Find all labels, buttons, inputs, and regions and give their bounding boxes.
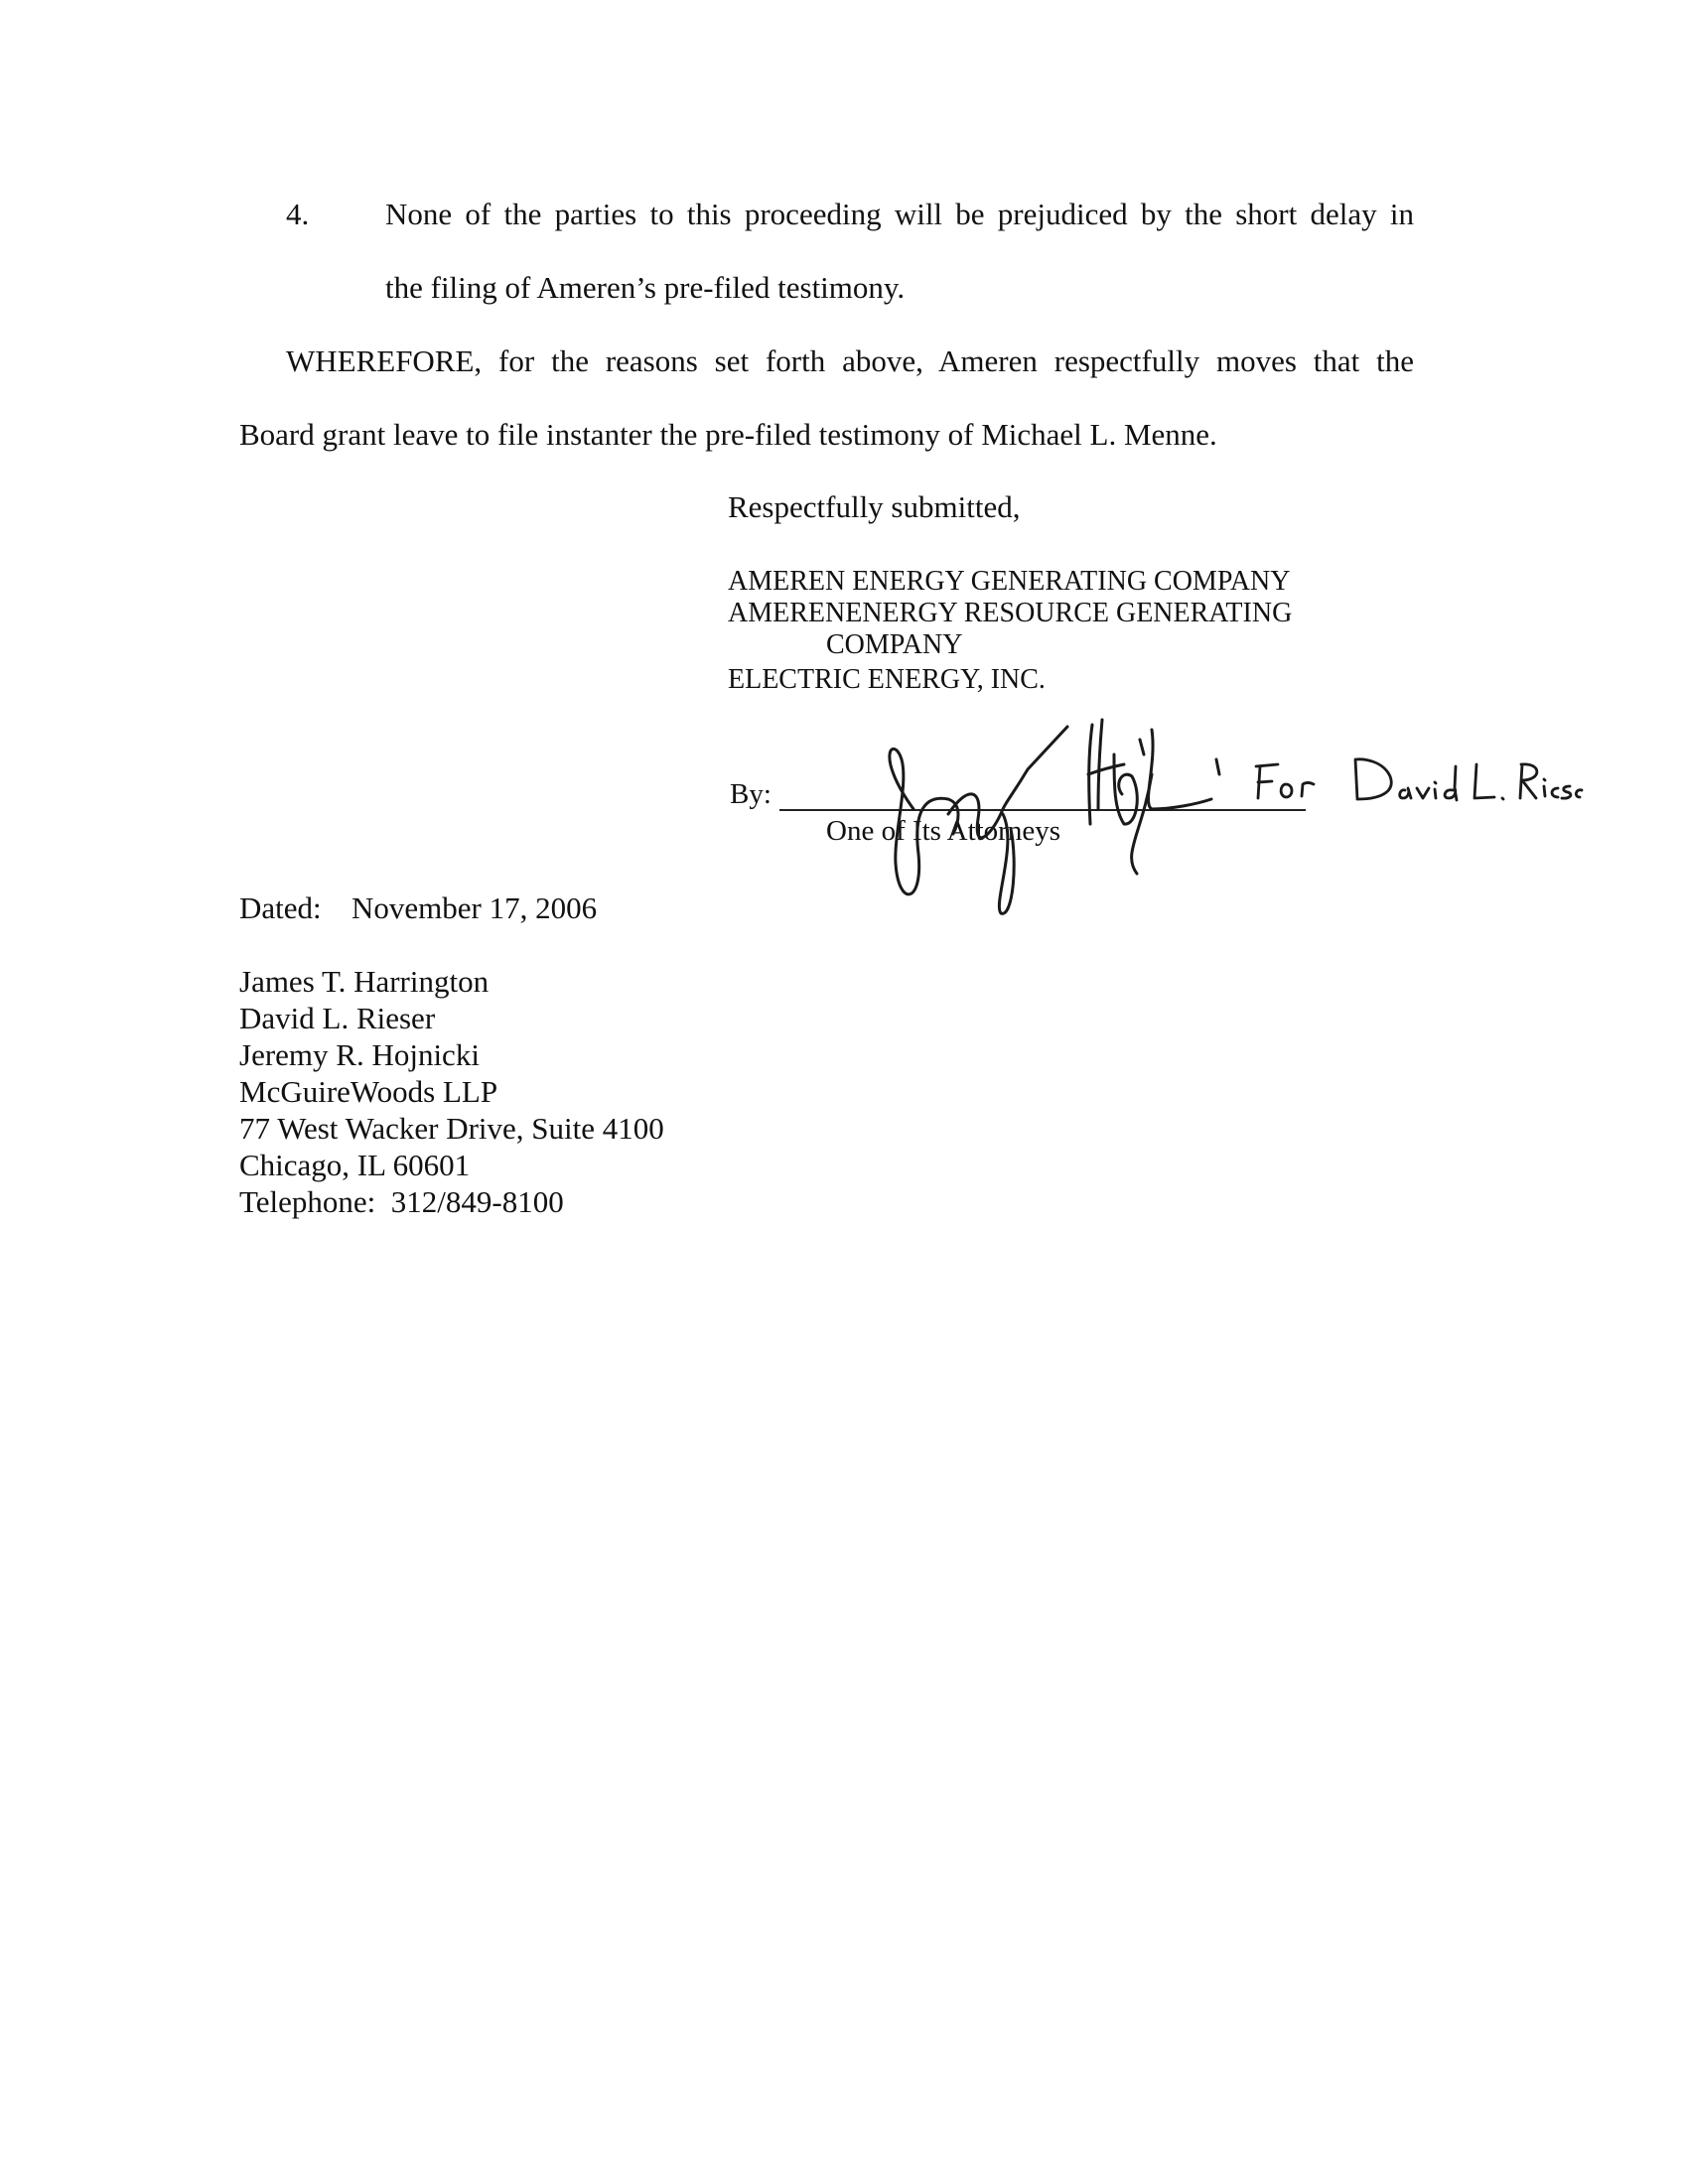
attorney-line-1: James T. Harrington [239, 964, 490, 999]
dated-label: Dated: [239, 890, 322, 925]
wherefore-line-1: WHEREFORE, for the reasons set forth above, Ameren respectfully moves that the [286, 343, 1414, 378]
paragraph-4-line-1: None of the parties to this proceeding will be prejudiced by the short delay in [385, 197, 1414, 231]
signature-caption: One of Its Attorneys [826, 815, 1060, 847]
firm-telephone: Telephone: 312/849-8100 [239, 1184, 564, 1219]
wherefore-line-2: Board grant leave to file instanter the pre-filed testimony of Michael L. Menne. [239, 417, 1217, 452]
dated-value: November 17, 2006 [351, 890, 598, 925]
handwritten-signature [854, 715, 1152, 923]
by-label: By: [730, 778, 772, 810]
company-line-4: ELECTRIC ENERGY, INC. [728, 664, 1046, 695]
attorney-line-2: David L. Rieser [239, 1001, 436, 1035]
paragraph-number: 4. [286, 197, 310, 231]
handwritten-for-note [1246, 745, 1584, 814]
company-line-1: AMEREN ENERGY GENERATING COMPANY [728, 566, 1291, 597]
firm-name: McGuireWoods LLP [239, 1074, 498, 1109]
company-line-3: COMPANY [826, 629, 963, 660]
firm-city: Chicago, IL 60601 [239, 1148, 471, 1182]
attorney-line-3: Jeremy R. Hojnicki [239, 1037, 480, 1072]
closing-line: Respectfully submitted, [728, 489, 1021, 524]
paragraph-4-line-2: the filing of Ameren’s pre-filed testimony. [385, 270, 906, 305]
company-line-2: AMERENENERGY RESOURCE GENERATING [728, 598, 1293, 628]
firm-address: 77 West Wacker Drive, Suite 4100 [239, 1111, 664, 1146]
